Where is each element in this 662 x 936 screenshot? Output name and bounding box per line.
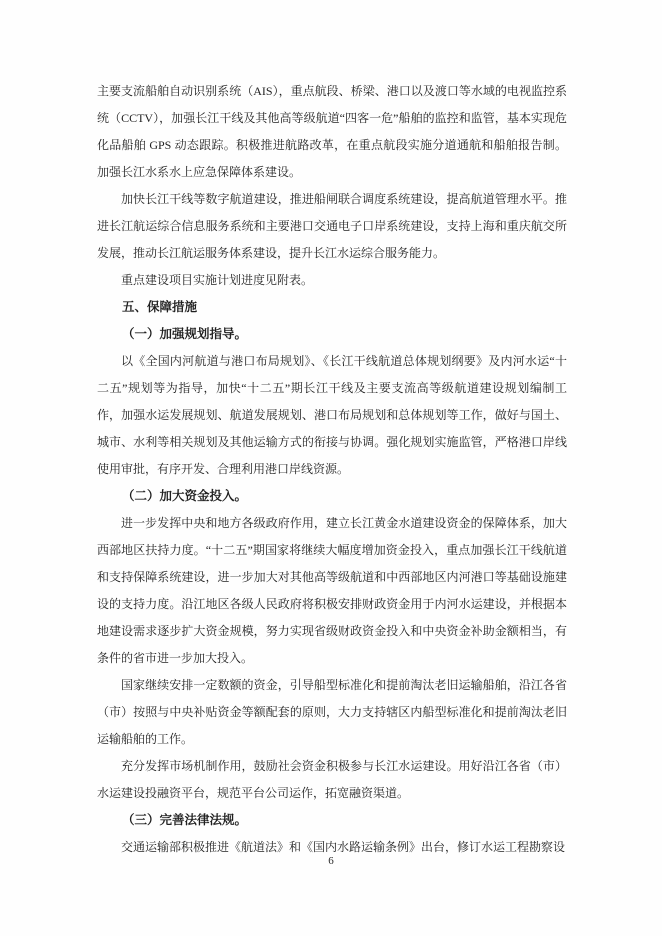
subsection-heading: （三）完善法律法规。 [122, 813, 248, 827]
section-heading: 五、保障措施 [122, 300, 198, 314]
subsection-heading: （一）加强规划指导。 [122, 327, 248, 341]
paragraph: 充分发挥市场机制作用，鼓励社会资金积极参与长江水运建设。用好沿江各省（市）水运建设投融资平台，规范平台公司运作，拓宽融资渠道。 [97, 759, 567, 800]
paragraph: 交通运输部积极推进《航道法》和《国内水路运输条例》出台，修订水运工程勘察设 [121, 840, 566, 854]
paragraph: 重点建设项目实施计划进度见附表。 [121, 273, 314, 287]
page-number: 6 [328, 855, 334, 867]
paragraph: 以《全国内河航道与港口布局规划》、《长江干线航道总体规划纲要》及内河水运“十二五”规划等为指导，加快“十二五”期长江干线及主要支流高等级航道建设规划编制工作，加强水运发展规划、航道发展规划、港口布局规划和总体规划等工作，做好与国土、城市、水利等相关规划及其他运输方式的衔接与协调。强化规划实施监管，严格港口岸线使用审批，有序开发、合理利用港口岸线资源。 [97, 354, 567, 476]
paragraph: 进一步发挥中央和地方各级政府作用，建立长江黄金水道建设资金的保障体系，加大西部地区扶持力度。“十二五”期国家将继续大幅度增加资金投入，重点加强长江干线航道和支持保障系统建设，进一步加大对其他高等级航道和中西部地区内河港口等基础设施建设的支持力度。沿江地区各级人民政府将积极安排财政资金用于内河水运建设，并根据本地建设需求逐步扩大资金规模，努力实现省级财政资金投入和中央资金补助金额相当，有条件的省市进一步加大投入。 [97, 516, 567, 665]
paragraph: 加快长江干线等数字航道建设，推进船闸联合调度系统建设，提高航道管理水平。推进长江航运综合信息服务系统和主要港口交通电子口岸系统建设，支持上海和重庆航交所发展，推动长江航运服务体系建设，提升长江水运综合服务能力。 [97, 192, 567, 260]
paragraph-continuation: 主要支流船舶自动识别系统（AIS），重点航段、桥梁、港口以及渡口等水域的电视监控系统（CCTV），加强长江干线及其他高等级航道“四客一危”船舶的监控和监管，基本实现危化品船舶 GPS 动态跟踪。积极推进航路改革，在重点航段实施分道通航和船舶报告制。加强长江水系水上应急保障体系建设。 [97, 84, 567, 179]
subsection-heading: （二）加大资金投入。 [122, 489, 248, 503]
document-content [97, 78, 567, 861]
paragraph: 国家继续安排一定数额的资金，引导船型标准化和提前淘汰老旧运输船舶，沿江各省（市）按照与中央补贴资金等额配套的原则，大力支持辖区内船型标准化和提前淘汰老旧运输船舶的工作。 [97, 678, 567, 746]
